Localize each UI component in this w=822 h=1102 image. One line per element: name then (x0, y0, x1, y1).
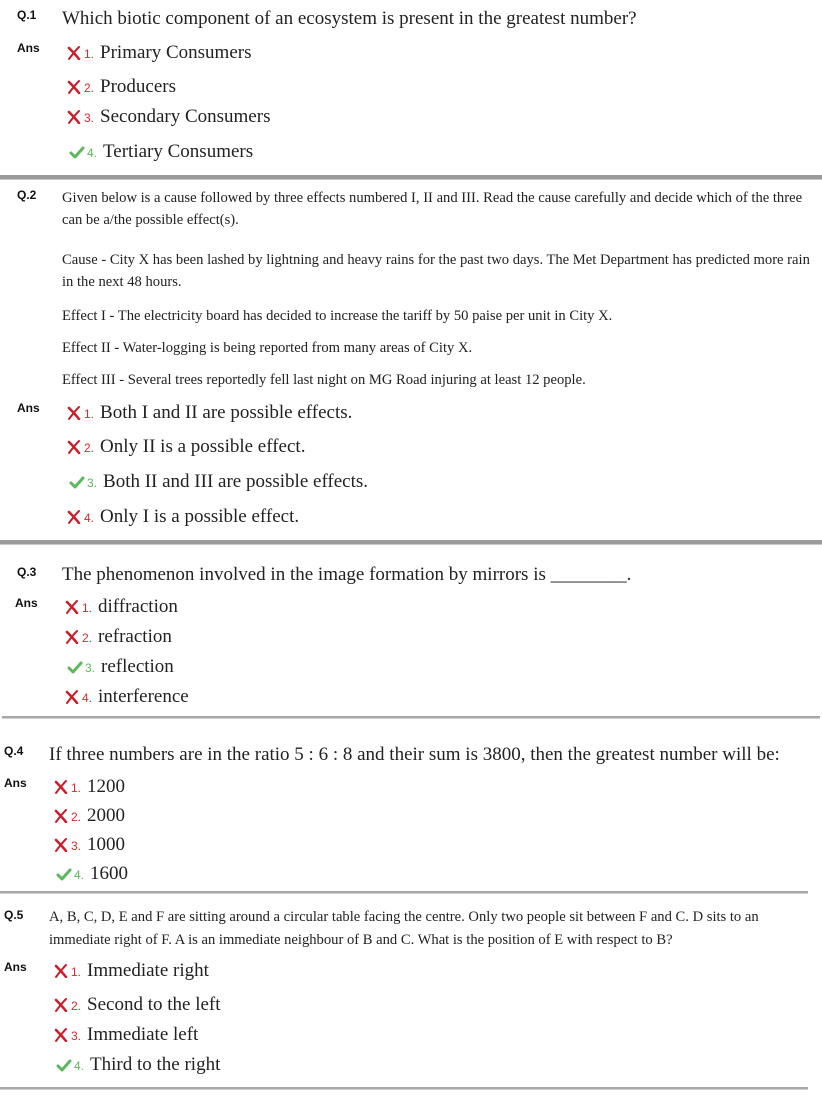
cross-icon (53, 809, 69, 823)
divider (2, 716, 820, 719)
divider (0, 540, 822, 545)
cross-icon (66, 406, 82, 420)
option-1: 1. diffraction (64, 596, 178, 618)
question-number: Q.1 (17, 8, 37, 22)
answer-label: Ans (15, 596, 38, 610)
divider (0, 891, 808, 894)
check-icon (69, 475, 85, 489)
question-text: Given below is a cause followed by three effects numbered I, II and III. Read the cause carefully and decide which of the three can be a/the possible effect(s). Cause - City X has been lashed by lightning and heavy rains for the past two days. The Met Department has predicted more rain in the next 48 hours. Effect I - The electricity board has decided to increase the tariff by 50 paise per unit in City X. Effect II - Water-logging is being reported from many areas of City X. Effect III - Several trees reportedly fell last night on MG Road injuring at least 12 people. (62, 190, 810, 388)
option-4: 4. Only I is a possible effect. (66, 506, 299, 528)
cross-icon (66, 440, 82, 454)
cross-icon (53, 964, 69, 978)
option-4: 4. Tertiary Consumers (69, 141, 253, 163)
cross-icon (53, 998, 69, 1012)
option-2: 2. Second to the left (53, 994, 221, 1016)
cross-icon (64, 600, 80, 614)
divider (0, 1087, 808, 1090)
option-4: 4. interference (64, 686, 189, 708)
question-number: Q.2 (17, 188, 37, 202)
answer-label: Ans (4, 776, 27, 790)
cross-icon (64, 630, 80, 644)
divider (0, 175, 822, 180)
answer-label: Ans (4, 960, 27, 974)
cross-icon (66, 510, 82, 524)
question-number: Q.3 (17, 565, 37, 579)
question-text: Which biotic component of an ecosystem is present in the greatest number? (62, 8, 637, 29)
check-icon (56, 1058, 72, 1072)
question-number: Q.4 (4, 744, 24, 758)
option-3: 3. reflection (67, 656, 174, 678)
check-icon (56, 867, 72, 881)
question-text: A, B, C, D, E and F are sitting around a circular table facing the centre. Only two people sit between F and C. D sits to an immediate right of F. A is an immediate neighbour of B and C. What is the position of E with respect to B? (49, 909, 759, 948)
cross-icon (66, 46, 82, 60)
option-2: 2. 2000 (53, 805, 125, 827)
option-3: 3. Immediate left (53, 1024, 198, 1046)
answer-label: Ans (17, 41, 40, 55)
question-text: If three numbers are in the ratio 5 : 6 : 8 and their sum is 3800, then the greatest number will be: (49, 744, 780, 765)
cross-icon (53, 1028, 69, 1042)
option-3: 3. Secondary Consumers (66, 106, 270, 128)
option-1: 1. Both I and II are possible effects. (66, 402, 352, 424)
question-text: The phenomenon involved in the image formation by mirrors is ________. (62, 564, 632, 585)
check-icon (69, 145, 85, 159)
check-icon (67, 660, 83, 674)
option-1: 1. 1200 (53, 776, 125, 798)
option-4: 4. 1600 (56, 863, 128, 885)
option-3: 3. 1000 (53, 834, 125, 856)
cross-icon (66, 80, 82, 94)
option-1: 1. Immediate right (53, 960, 209, 982)
cross-icon (64, 690, 80, 704)
question-number: Q.5 (4, 908, 24, 922)
cross-icon (66, 110, 82, 124)
option-4: 4. Third to the right (56, 1054, 220, 1076)
answer-label: Ans (17, 401, 40, 415)
cross-icon (53, 780, 69, 794)
option-1: 1. Primary Consumers (66, 42, 251, 64)
option-2: 2. Only II is a possible effect. (66, 436, 305, 458)
cross-icon (53, 838, 69, 852)
option-2: 2. refraction (64, 626, 172, 648)
option-3: 3. Both II and III are possible effects. (69, 471, 368, 493)
option-2: 2. Producers (66, 76, 176, 98)
